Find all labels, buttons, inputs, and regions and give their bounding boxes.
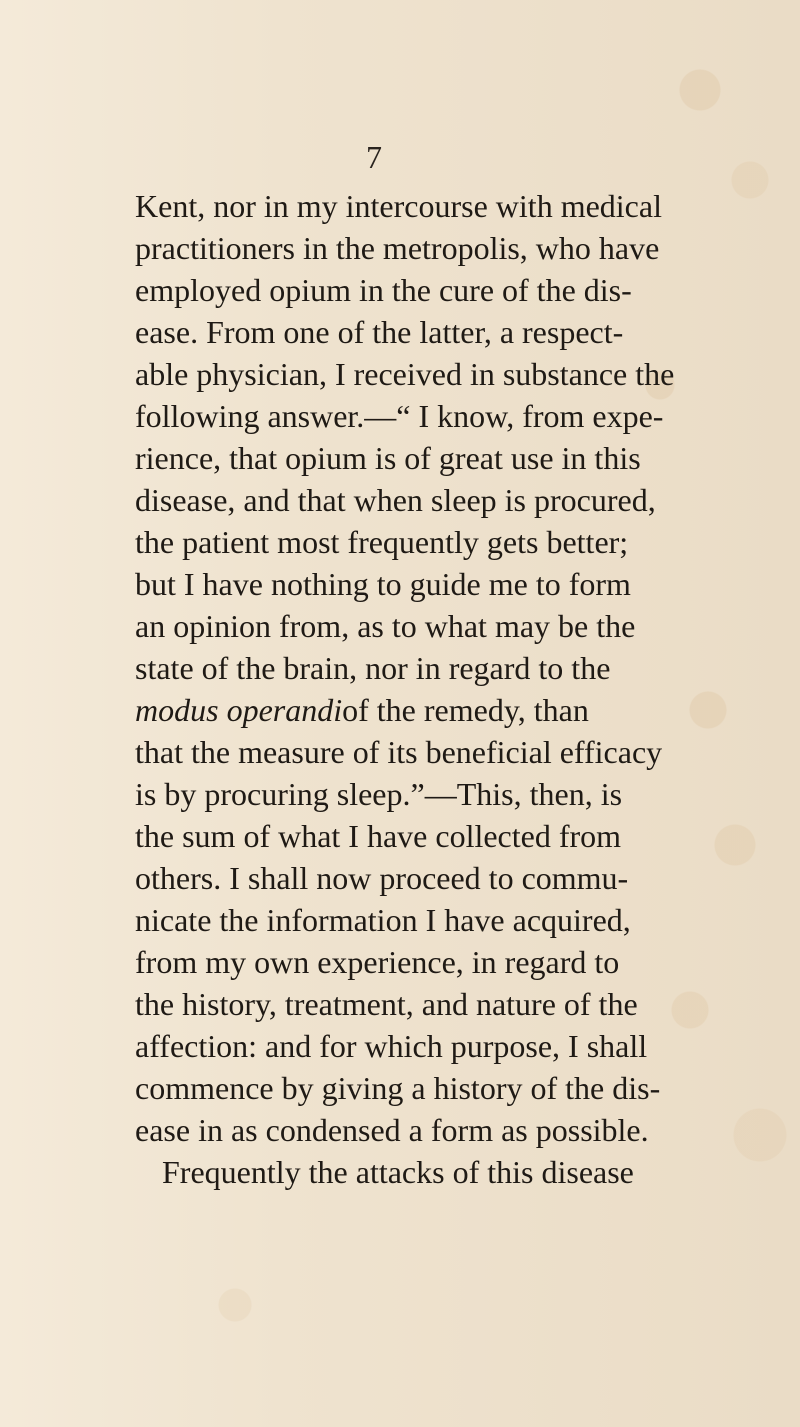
text-line: [135, 1025, 655, 1067]
text-line-content: from my own experience, in regard to: [135, 944, 620, 980]
text-line: [135, 605, 655, 647]
text-line: [135, 647, 655, 689]
text-line-content: others. I shall now proceed to commu-: [135, 860, 629, 896]
text-line-content: nicate the information I have acquired,: [135, 902, 631, 938]
text-line: [135, 983, 655, 1025]
text-line: [135, 815, 655, 857]
text-line: [135, 857, 655, 899]
latin-phrase: modus operandi: [135, 692, 343, 728]
text-line: [135, 521, 655, 563]
text-line: [135, 731, 663, 773]
text-line-content: employed opium in the cure of the dis-: [135, 272, 632, 308]
text-line-content: the sum of what I have collected from: [135, 818, 622, 854]
text-line-content: Frequently the attacks of this disease: [162, 1154, 634, 1190]
text-line-content: affection: and for which purpose, I shall: [135, 1028, 648, 1064]
text-line-content: practitioners in the metropolis, who have: [135, 230, 660, 266]
text-line-content: state of the brain, nor in regard to the: [135, 650, 611, 686]
text-line-content: ease. From one of the latter, a respect-: [135, 314, 624, 350]
text-line: [135, 479, 655, 521]
text-line: [135, 773, 655, 815]
text-line-content: that the measure of its beneficial efficacy: [135, 734, 663, 770]
text-line-content: following answer.—“ I know, from expe-: [135, 398, 664, 434]
text-line-content: Kent, nor in my intercourse with medical: [135, 188, 662, 224]
text-line: [135, 437, 655, 479]
text-line: [135, 899, 655, 941]
text-line: [135, 1151, 655, 1193]
text-line: [135, 941, 655, 983]
text-line-content: an opinion from, as to what may be the: [135, 608, 636, 644]
text-line: [135, 227, 660, 269]
text-line: [135, 1067, 661, 1109]
text-line-content: rience, that opium is of great use in this: [135, 440, 641, 476]
text-line-content: the history, treatment, and nature of the: [135, 986, 638, 1022]
text-line: [135, 563, 655, 605]
text-line: [135, 311, 655, 353]
text-line-content: able physician, I received in substance the: [135, 356, 675, 392]
text-line-content: ease in as condensed a form as possible.: [135, 1112, 649, 1148]
text-line-content: disease, and that when sleep is procured,: [135, 482, 656, 518]
text-line: [135, 395, 664, 437]
text-line: [135, 689, 655, 731]
text-line: [135, 353, 675, 395]
text-line: [135, 1109, 655, 1151]
text-line: [135, 185, 662, 227]
text-line-content: is by procuring sleep.”—This, then, is: [135, 776, 623, 812]
body-text: [135, 185, 675, 1193]
text-line: [135, 269, 655, 311]
page-number: 7: [366, 139, 382, 175]
text-line-content: commence by giving a history of the dis-: [135, 1070, 661, 1106]
text-line-content: but I have nothing to guide me to form: [135, 566, 631, 602]
text-line-content: the patient most frequently gets better;: [135, 524, 629, 560]
text-line-content: of the remedy, than: [342, 692, 589, 728]
